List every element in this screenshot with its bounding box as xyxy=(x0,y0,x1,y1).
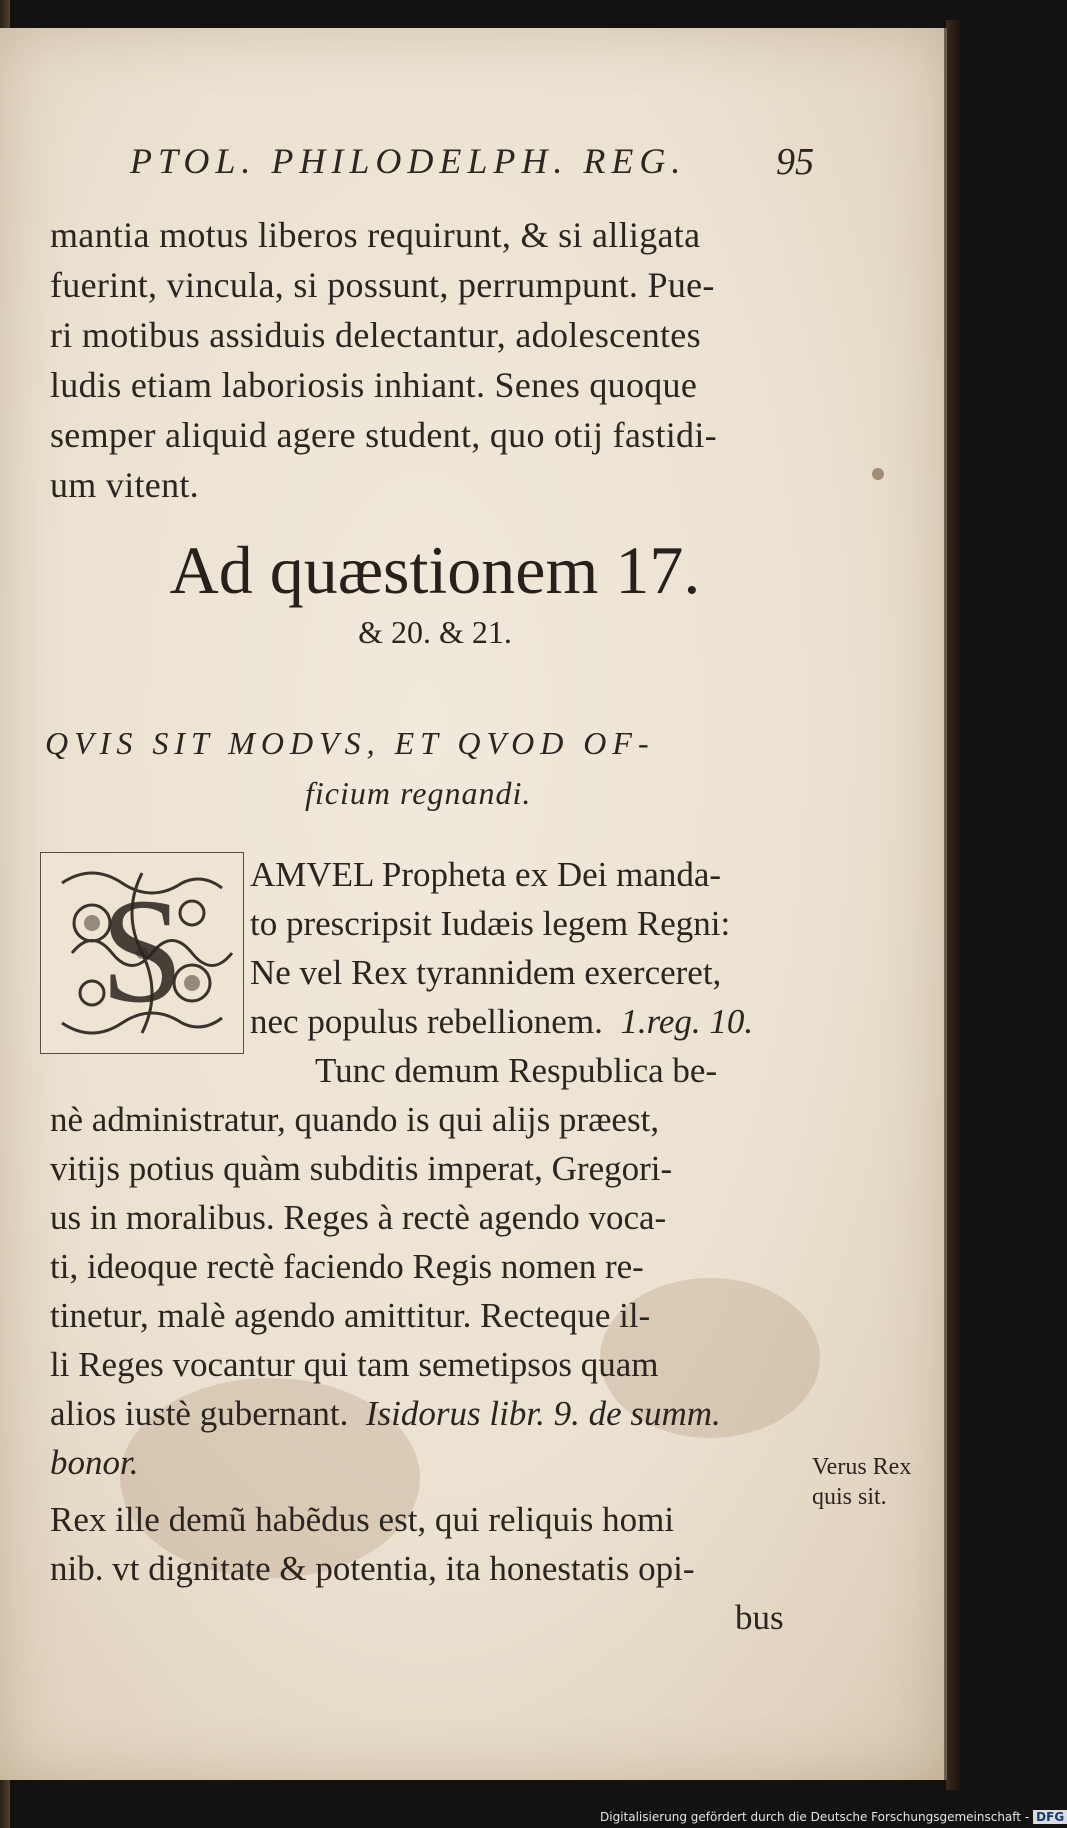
text-line: Ne vel Rex tyrannidem exerceret, xyxy=(250,953,722,992)
text-line: vitijs potius quàm subditis imperat, Gregori- xyxy=(50,1149,673,1188)
text-line: mantia motus liberos requirunt, & si alligata xyxy=(50,215,701,255)
text-line: ri motibus assiduis delectantur, adolescentes xyxy=(50,315,701,355)
citation-reference: Isidorus libr. 9. de summ. xyxy=(365,1394,721,1433)
body-text-main xyxy=(50,850,820,1642)
citation-reference-cont: bonor. xyxy=(50,1443,139,1482)
margin-note xyxy=(812,1452,942,1512)
text-line: semper aliquid agere student, quo otij fastidi- xyxy=(50,415,717,455)
margin-note-line: quis sit. xyxy=(812,1484,887,1510)
section-heading: Ad quæstionem 17. xyxy=(169,532,701,608)
page-number: 95 xyxy=(776,141,814,183)
chapter-title xyxy=(45,718,825,818)
text-line: ludis etiam laboriosis inhiant. Senes quoque xyxy=(50,365,698,405)
catchword: bus xyxy=(735,1598,784,1637)
dfg-logo: DFG xyxy=(1033,1810,1067,1824)
scripture-reference: 1.reg. 10. xyxy=(620,1002,754,1041)
chapter-title-line2: ficium regnandi. xyxy=(305,775,532,811)
text-line: Tunc demum Respublica be- xyxy=(315,1051,718,1090)
text-line: um vitent. xyxy=(50,465,199,505)
digitization-credit xyxy=(600,1810,1067,1824)
section-subheading: & 20. & 21. xyxy=(358,614,512,650)
text-line: fuerint, vincula, si possunt, perrumpunt. Pue- xyxy=(50,265,715,305)
margin-note-line: Verus Rex xyxy=(812,1454,912,1480)
text-line: tinetur, malè agendo amittitur. Recteque il- xyxy=(50,1296,651,1335)
ink-spot xyxy=(872,468,884,480)
text-line: to prescripsit Iudæis legem Regni: xyxy=(250,904,731,943)
body-text-top xyxy=(50,210,820,510)
text-segment: nec populus rebellionem. xyxy=(250,1002,603,1041)
text-line: nè administratur, quando is qui alijs præest, xyxy=(50,1100,660,1139)
book-binding-edge xyxy=(946,20,960,1790)
text-line: AMVEL Propheta ex Dei manda- xyxy=(250,855,722,894)
text-line: us in moralibus. Reges à rectè agendo voca- xyxy=(50,1198,667,1237)
credit-text: Digitalisierung gefördert durch die Deutsche Forschungsgemeinschaft - xyxy=(600,1810,1030,1824)
text-line: nib. vt dignitate & potentia, ita honestatis opi- xyxy=(50,1549,695,1588)
chapter-title-line1: QVIS SIT MODVS, ET QVOD OF- xyxy=(45,725,655,761)
initial-letter: S xyxy=(100,868,184,1034)
text-line: Rex ille demũ habẽdus est, qui reliquis homi xyxy=(50,1500,675,1539)
running-header: PTOL. PHILODELPH. REG. xyxy=(130,141,687,181)
text-line xyxy=(50,1389,820,1438)
text-segment: alios iustè gubernant. xyxy=(50,1394,349,1433)
text-line xyxy=(50,997,820,1046)
text-line: li Reges vocantur qui tam semetipsos quam xyxy=(50,1345,659,1384)
text-line: ti, ideoque rectè faciendo Regis nomen re- xyxy=(50,1247,644,1286)
